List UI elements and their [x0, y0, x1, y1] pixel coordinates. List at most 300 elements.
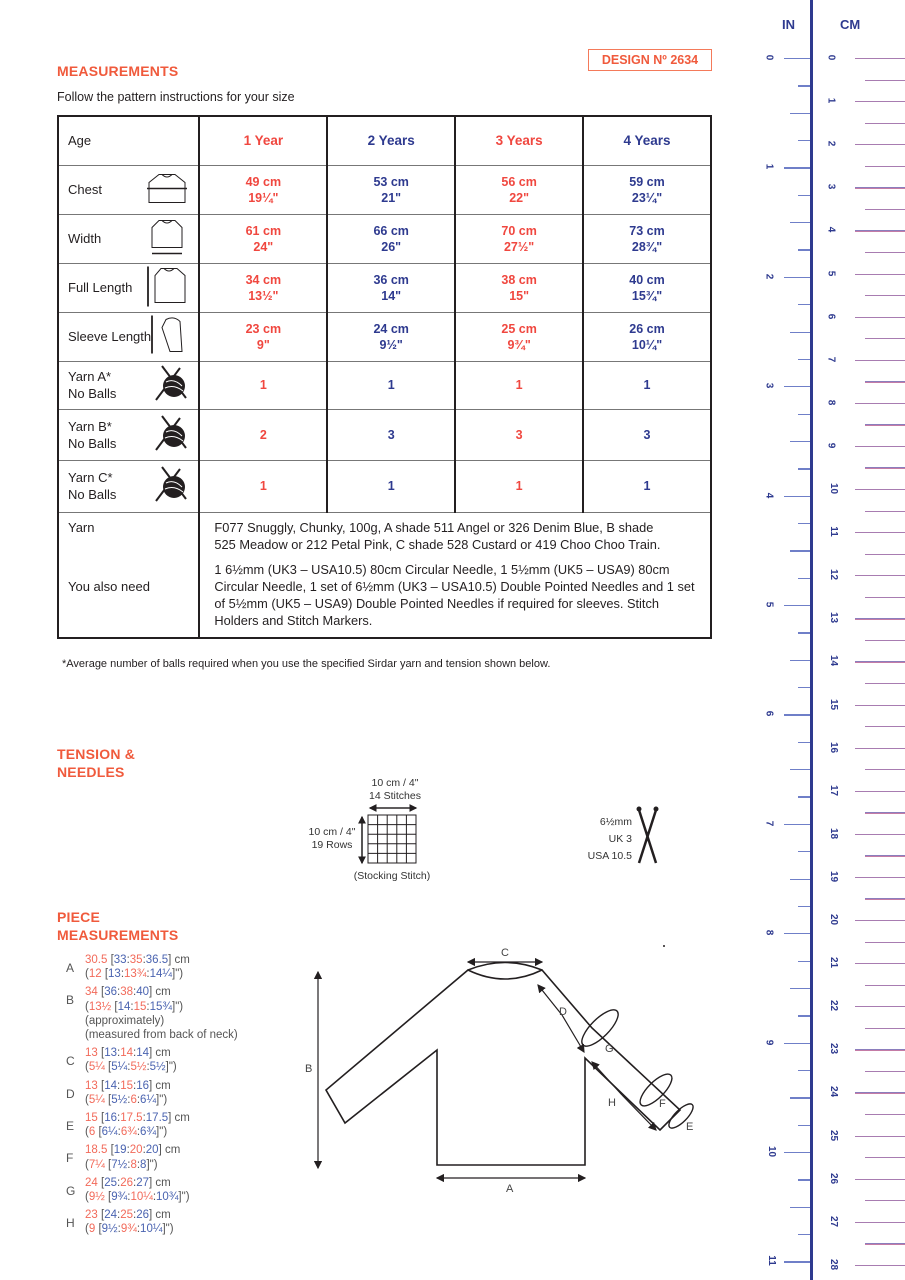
measurement-value: (	[85, 1191, 89, 1204]
measurement-value: 8	[140, 1158, 147, 1171]
yarn-name: Yarn C*	[68, 470, 113, 485]
balls-label: No Balls	[68, 487, 117, 502]
inch-number: 1	[763, 164, 775, 170]
measurement-value: 18.5	[85, 1144, 108, 1157]
cm-tick	[865, 640, 905, 641]
yarn-balls-row	[58, 460, 711, 512]
cm-value: 53 cm	[373, 174, 409, 189]
piece-measurement-line	[85, 985, 238, 999]
measurement-value: :	[127, 1158, 131, 1171]
inch-tick	[790, 332, 810, 333]
measurement-value: :	[146, 968, 150, 981]
cm-number: 22	[828, 1000, 840, 1012]
size-1-year: 1 Year	[199, 116, 327, 165]
cm-tick	[865, 1114, 905, 1115]
ruler-divider	[810, 0, 813, 1280]
piece-heading-line2: MEASUREMENTS	[57, 927, 179, 943]
measurement-value: 9½	[101, 1223, 118, 1236]
piece-measurement-line	[85, 1222, 238, 1236]
measurement-value: 16	[136, 1079, 149, 1092]
measurement-cell	[455, 214, 583, 263]
cm-value: 25 cm	[501, 321, 537, 336]
measurement-cell	[327, 165, 455, 214]
measurement-value: 27	[136, 1176, 149, 1189]
measurement-value: ]")	[156, 1093, 168, 1106]
measurement-value: :	[136, 1126, 141, 1139]
cm-tick	[855, 705, 905, 706]
inch-tick	[790, 988, 810, 989]
tension-height-label	[300, 826, 364, 852]
cm-tick	[865, 338, 905, 339]
piece-letter: F	[66, 1151, 74, 1166]
measurement-value: :	[142, 954, 146, 966]
measurement-value: [	[107, 954, 114, 966]
piece-measurement-d	[66, 1079, 238, 1107]
inch-number: 7	[763, 820, 775, 827]
cm-number: 4	[825, 227, 837, 233]
measurement-value: ]")	[156, 1126, 168, 1139]
inch-value: 21"	[381, 190, 402, 205]
inch-value: 26"	[381, 239, 402, 254]
measurement-value: 13	[108, 968, 121, 981]
cm-tick	[865, 812, 905, 813]
cm-tick	[855, 489, 905, 490]
measurement-value: 5¼	[111, 1061, 128, 1074]
cm-tick	[855, 446, 905, 447]
cm-number: 24	[828, 1086, 840, 1098]
inch-tick	[790, 113, 810, 114]
piece-measurement-line	[85, 1125, 238, 1139]
needle-uk: UK 3	[608, 833, 632, 845]
measurement-value: 9	[88, 1223, 96, 1236]
measurement-value: :	[126, 954, 130, 966]
cm-tick	[855, 963, 905, 964]
tension-rows: 19 Rows	[311, 839, 353, 851]
yarn-ball-icon	[152, 364, 188, 406]
inch-number: 4	[763, 492, 775, 498]
cm-value: 24 cm	[373, 321, 409, 336]
measurement-value: 7½	[111, 1158, 128, 1171]
tension-width-measure: 10 cm / 4"	[371, 777, 419, 789]
measurement-value: [	[104, 1158, 112, 1171]
measurement-value: 40	[136, 986, 149, 999]
cm-number: 14	[828, 655, 840, 667]
cm-number: 1	[825, 97, 837, 104]
measurement-value: ]")	[146, 1158, 158, 1171]
measurement-value: (	[85, 1093, 89, 1106]
inch-value: 19¼"	[248, 190, 279, 205]
measurement-value: [	[97, 1176, 105, 1189]
inch-tick	[784, 167, 810, 168]
sweater-outline	[326, 963, 680, 1166]
piece-letter: H	[66, 1216, 75, 1231]
size-2-years: 2 Years	[327, 116, 455, 165]
balls-count: 2	[199, 409, 327, 460]
measurement-row	[58, 165, 711, 214]
cm-tick	[865, 80, 905, 81]
tension-heading	[57, 745, 135, 781]
cm-value: 23 cm	[245, 321, 282, 336]
piece-letter: G	[66, 1183, 76, 1198]
cm-tick	[855, 575, 905, 576]
measurement-value: ] cm	[148, 1079, 171, 1092]
measurement-value: :	[116, 986, 121, 999]
measurement-value: [	[101, 968, 109, 981]
cm-tick	[865, 381, 905, 382]
measurement-value: (approximately)	[85, 1014, 165, 1027]
measurement-value: 10¼	[130, 1191, 153, 1204]
measurement-cell	[327, 263, 455, 312]
piece-measurement-line	[85, 1190, 238, 1204]
inch-tick	[790, 222, 810, 223]
balls-count: 3	[583, 409, 711, 460]
measurement-value: 36	[104, 986, 117, 999]
measurement-value: 13½	[88, 1000, 112, 1013]
inch-tick	[798, 1179, 810, 1180]
ruler-in-label: IN	[782, 17, 795, 32]
measurement-value: [	[97, 986, 105, 999]
measurement-value: ]")	[178, 1191, 190, 1204]
measurement-value: ] cm	[148, 1047, 171, 1060]
inch-value: 22"	[509, 190, 530, 205]
measurement-value: (	[85, 1000, 89, 1013]
inch-tick	[798, 961, 810, 962]
measurement-value: :	[132, 1047, 137, 1060]
inch-tick	[798, 1015, 810, 1016]
measurement-value: 25	[120, 1209, 133, 1222]
balls-count: 1	[199, 460, 327, 512]
diagram-label-e: E	[686, 1121, 694, 1133]
cm-tick	[865, 726, 905, 727]
balls-count: 1	[327, 361, 455, 409]
measurement-value: 5¼	[88, 1093, 105, 1106]
piece-measurement-line	[85, 1158, 238, 1172]
measurement-value: 34	[85, 986, 98, 999]
measurement-cell	[199, 263, 327, 312]
cm-number: 7	[825, 356, 837, 362]
inch-number: 5	[763, 601, 775, 608]
piece-measurement-line	[85, 1014, 238, 1028]
cm-tick	[855, 532, 905, 533]
cm-tick	[855, 834, 905, 835]
yarn-name: Yarn A*	[68, 369, 112, 384]
inch-tick	[798, 359, 810, 360]
measurement-cell	[583, 263, 711, 312]
piece-measurement-line	[85, 1079, 238, 1093]
inch-tick	[784, 1043, 810, 1044]
measurement-value: :	[116, 1176, 121, 1189]
piece-measurement-a	[66, 953, 238, 981]
measurement-cell	[455, 312, 583, 361]
inch-value: 15"	[509, 288, 530, 303]
measurement-value: 9¾	[120, 1223, 137, 1236]
measurement-value: 20	[145, 1144, 159, 1157]
diagram-label-b: B	[305, 1063, 313, 1075]
tension-heading-line1: TENSION &	[57, 746, 136, 762]
measurement-value: :	[132, 1176, 137, 1189]
row-label-cell	[58, 214, 199, 263]
measurement-value: ] cm	[148, 986, 171, 999]
cm-tick	[855, 360, 905, 361]
needle-mm: 6½mm	[599, 816, 632, 828]
measurement-value: 5½	[130, 1061, 147, 1074]
measurement-cell	[327, 214, 455, 263]
sweater-diagram	[300, 940, 710, 1200]
tension-square-icon	[358, 800, 428, 870]
inch-tick	[798, 85, 810, 86]
cm-number: 23	[828, 1043, 840, 1055]
measurement-value: 12	[88, 968, 102, 981]
balls-count: 1	[327, 460, 455, 512]
measurement-value: 38	[120, 986, 133, 999]
cm-number: 9	[825, 442, 837, 449]
measurement-value: 10¾	[156, 1191, 179, 1204]
piece-measurement-line	[85, 1060, 238, 1074]
cm-number: 10	[828, 482, 840, 495]
piece-measurement-h	[66, 1208, 238, 1236]
measurement-value: :	[136, 1093, 141, 1106]
piece-measurement-line	[85, 1046, 238, 1060]
balls-count: 3	[455, 409, 583, 460]
measurement-value: 13	[85, 1079, 98, 1092]
measurement-value: :	[126, 1144, 130, 1157]
measurement-value: 15	[85, 1112, 98, 1125]
cm-number: 13	[828, 612, 840, 624]
cm-value: 26 cm	[629, 321, 665, 336]
diagram-label-c: C	[501, 947, 509, 959]
inch-tick	[784, 933, 810, 934]
tension-stitches: 14 Stitches	[369, 790, 421, 802]
design-number-badge: DESIGN Nº 2634	[588, 49, 712, 71]
measurement-row	[58, 214, 711, 263]
row-label: Width	[68, 231, 102, 246]
measurements-table	[57, 115, 712, 639]
measurement-value: ]")	[165, 1061, 177, 1074]
measurement-value: 15¾	[149, 1000, 173, 1013]
row-label-cell	[58, 312, 199, 361]
cm-value: 36 cm	[373, 272, 409, 287]
measurement-value: :	[127, 1061, 131, 1074]
inch-tick	[798, 304, 810, 305]
cm-value: 61 cm	[245, 223, 282, 238]
measurement-value: 14	[117, 1000, 131, 1013]
inch-tick	[784, 58, 810, 59]
cm-tick	[865, 942, 905, 943]
inch-tick	[784, 824, 810, 825]
stocking-stitch-label: (Stocking Stitch)	[353, 870, 431, 882]
cm-number: 0	[825, 54, 837, 61]
measurement-value: (	[85, 1126, 89, 1139]
balls-count: 1	[199, 361, 327, 409]
measurement-row	[58, 312, 711, 361]
measurement-value: :	[132, 986, 137, 999]
cm-number: 16	[828, 741, 840, 753]
measurement-value: :	[116, 1047, 121, 1060]
measurement-value: 20	[129, 1144, 143, 1157]
piece-measurement-line	[85, 1093, 238, 1107]
inch-tick	[798, 906, 810, 907]
inch-tick	[798, 195, 810, 196]
measurement-cell	[455, 263, 583, 312]
measurement-value: (measured from back of neck)	[85, 1029, 238, 1042]
cm-value: 70 cm	[501, 223, 537, 238]
cm-value: 73 cm	[629, 223, 665, 238]
needle-size-label	[580, 814, 632, 865]
measurement-value: 24	[104, 1209, 117, 1222]
measurement-value: 13	[104, 1047, 117, 1060]
measurement-value: 33	[113, 954, 127, 966]
inch-value: 13½"	[248, 288, 279, 303]
inch-tick	[798, 1070, 810, 1071]
cm-tick	[855, 144, 905, 145]
cm-tick	[855, 1092, 905, 1093]
cm-number: 5	[825, 270, 837, 276]
measurement-cell	[199, 214, 327, 263]
measurement-value: 5¼	[88, 1061, 105, 1074]
cm-number: 12	[828, 569, 840, 581]
measurement-value: ] cm	[158, 1144, 181, 1157]
needle-usa: USA 10.5	[587, 850, 632, 862]
measurement-cell	[455, 165, 583, 214]
knitting-needles-icon	[634, 805, 662, 867]
piece-letter: A	[66, 961, 75, 975]
age-row	[58, 116, 711, 165]
cm-value: 59 cm	[629, 174, 665, 189]
inch-value: 27½"	[503, 239, 535, 254]
measurement-value: 24	[85, 1176, 98, 1189]
measurement-cell	[583, 312, 711, 361]
measurement-value: [	[95, 1223, 102, 1236]
size-4-years: 4 Years	[583, 116, 711, 165]
measure-arrows	[318, 962, 656, 1178]
cm-number: 20	[828, 913, 840, 926]
inch-tick	[790, 769, 810, 770]
cm-tick	[855, 748, 905, 749]
measurement-value: 17.5	[145, 1112, 169, 1125]
measurement-value: :	[146, 1061, 150, 1074]
inch-number: 2	[763, 273, 775, 280]
cm-tick	[865, 1243, 905, 1244]
inch-tick	[784, 714, 810, 715]
measurement-value: :	[127, 1093, 131, 1106]
cm-tick	[865, 123, 905, 124]
ruler-cm-label: CM	[840, 17, 861, 32]
measurement-value: [	[107, 1144, 114, 1157]
yarn-balls-row	[58, 361, 711, 409]
cm-number: 17	[828, 784, 840, 796]
measurement-value: 25	[104, 1176, 117, 1189]
measurement-value: ] cm	[148, 1176, 171, 1189]
inch-tick	[790, 879, 810, 880]
cm-tick	[855, 1006, 905, 1007]
measurement-value: :	[136, 1223, 141, 1236]
cm-tick	[855, 403, 905, 404]
measurement-value: :	[130, 1000, 134, 1013]
cm-tick	[855, 1049, 905, 1050]
measurement-value: 6¼	[140, 1093, 157, 1106]
cm-tick	[865, 1200, 905, 1201]
diagram-label-g: G	[605, 1043, 614, 1055]
measurement-value: (	[85, 1223, 89, 1236]
piece-heading-line1: PIECE	[57, 909, 101, 925]
chest-diagram-icon	[146, 170, 188, 209]
measurement-value: 36.5	[145, 954, 169, 966]
cm-number: 21	[828, 957, 840, 969]
measurement-value: 6¾	[120, 1126, 137, 1139]
inch-tick	[798, 140, 810, 141]
cm-tick	[855, 317, 905, 318]
measurement-value: [	[104, 1061, 112, 1074]
measurement-value: 35	[129, 954, 143, 966]
cm-tick	[855, 187, 905, 188]
cm-tick	[855, 618, 905, 619]
measurement-value: 6	[88, 1126, 96, 1139]
inch-value: 23¼"	[631, 190, 663, 205]
cm-tick	[855, 877, 905, 878]
inch-tick	[798, 1234, 810, 1235]
measurement-value: 9½	[88, 1191, 105, 1204]
cm-tick	[855, 1222, 905, 1223]
piece-measurement-b	[66, 985, 238, 1042]
width-diagram-icon	[146, 217, 188, 260]
inch-value: 24"	[253, 239, 274, 254]
measurement-value: ]")	[172, 1000, 184, 1013]
measurement-value: [	[97, 1112, 105, 1125]
measurement-value: 8	[130, 1158, 137, 1171]
measurement-value: ] cm	[168, 954, 190, 966]
cm-tick	[855, 1265, 905, 1266]
cm-tick	[855, 230, 905, 231]
inch-value: 9¾"	[507, 337, 531, 352]
inch-tick	[798, 414, 810, 415]
measurement-value: 16	[104, 1112, 117, 1125]
yarn-label: Yarn	[68, 519, 95, 535]
inch-tick	[798, 1125, 810, 1126]
inch-tick	[784, 386, 810, 387]
measurement-value: 7¼	[88, 1158, 105, 1171]
row-label: Sleeve Length	[68, 329, 152, 344]
cm-number: 3	[825, 184, 837, 190]
cm-value: 49 cm	[245, 174, 282, 189]
cm-number: 18	[828, 827, 840, 839]
inch-tick	[798, 468, 810, 469]
cm-tick	[855, 791, 905, 792]
inch-tick	[798, 578, 810, 579]
measurement-value: ]")	[162, 1223, 174, 1236]
piece-letter: C	[66, 1054, 75, 1069]
piece-measurement-line	[85, 1000, 238, 1014]
yarn-ball-icon	[152, 414, 188, 456]
inch-tick	[784, 496, 810, 497]
yarn-label-cell	[58, 361, 199, 409]
piece-measurement-e	[66, 1111, 238, 1139]
measurement-value: :	[127, 1191, 131, 1204]
cm-tick	[865, 769, 905, 770]
measurement-value: [	[111, 1000, 118, 1013]
measurement-value: :	[132, 1079, 137, 1092]
piece-letter: D	[66, 1086, 75, 1101]
cm-number: 6	[825, 313, 837, 319]
row-label-cell	[58, 263, 199, 312]
piece-measurements-list	[66, 953, 238, 1241]
piece-measurement-line	[85, 967, 238, 981]
piece-letter: B	[66, 993, 75, 1008]
tension-heading-line2: NEEDLES	[57, 764, 125, 780]
inch-tick	[790, 1097, 810, 1098]
inch-tick	[798, 742, 810, 743]
inch-tick	[784, 1152, 810, 1153]
inch-value: 15¾"	[631, 288, 663, 303]
